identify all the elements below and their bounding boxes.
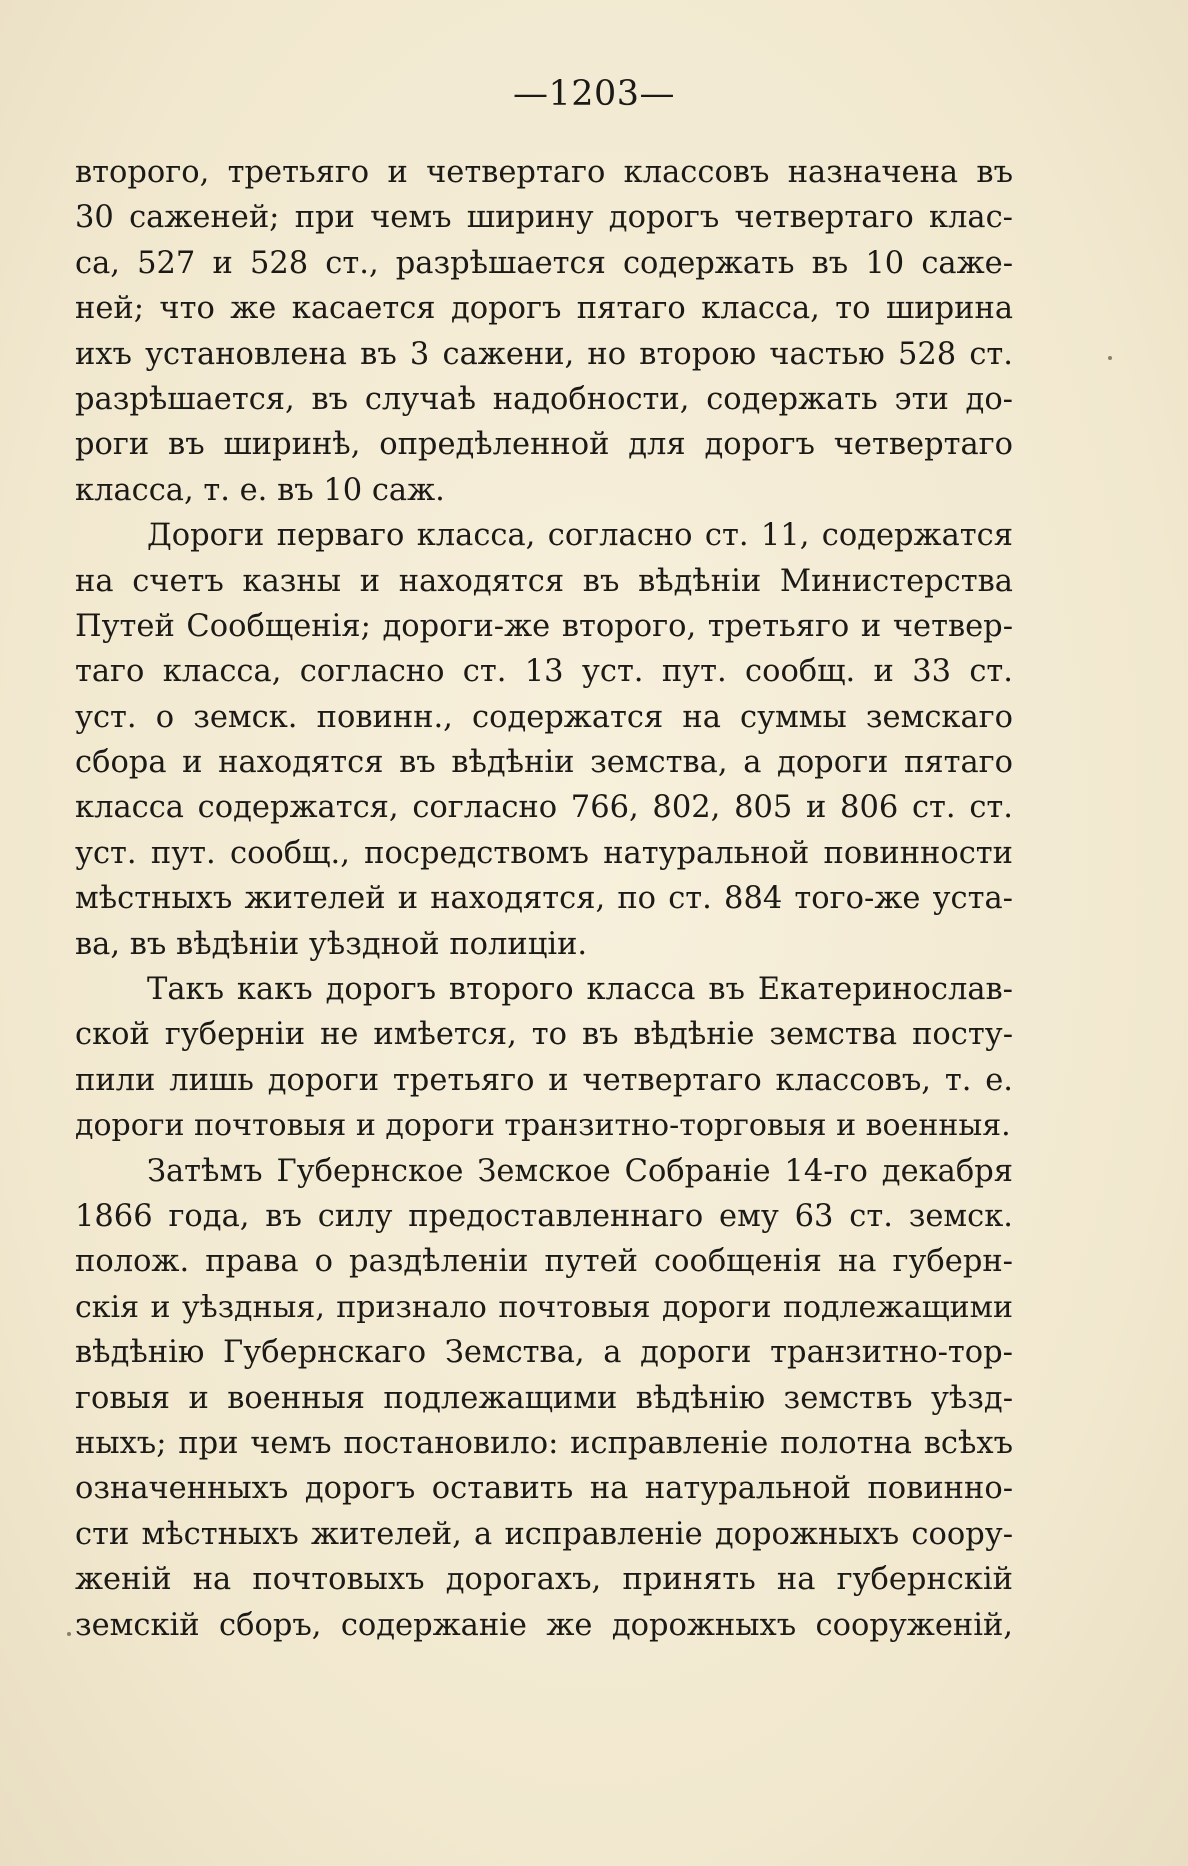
paper-speck: [67, 1632, 71, 1636]
text-line: мѣстныхъ жителей и находятся, по ст. 884 того-же уста-: [75, 881, 1013, 917]
text-line: дороги почтовыя и дороги транзитно-торговыя и военныя.: [75, 1108, 1011, 1144]
text-line: ва, въ вѣдѣніи уѣздной полиціи.: [75, 926, 588, 962]
text-line: сти мѣстныхъ жителей, а исправленіе дорожныхъ соору-: [75, 1516, 1013, 1552]
text-line: роги въ ширинѣ, опредѣленной для дорогъ четвертаго: [75, 427, 1013, 463]
text-line: Затѣмъ Губернское Земское Собраніе 14-го декабря: [147, 1153, 1013, 1189]
text-line: класса, т. е. въ 10 саж.: [75, 472, 445, 508]
text-line: 1866 года, въ силу предоставленнаго ему 63 ст. земск.: [75, 1198, 1013, 1234]
page-number: —1203—: [512, 74, 676, 114]
text-line: уст. о земск. повинн., содержатся на суммы земскаго: [75, 699, 1013, 735]
text-line: ныхъ; при чемъ постановило: исправленіе полотна всѣхъ: [75, 1425, 1013, 1461]
text-line: пили лишь дороги третьяго и четвертаго классовъ, т. е.: [75, 1062, 1013, 1098]
text-line: Дороги перваго класса, согласно ст. 11, содержатся: [147, 518, 1013, 554]
text-line: Такъ какъ дорогъ второго класса въ Екатеринослав-: [147, 972, 1013, 1008]
paper-speck: [1108, 356, 1112, 360]
text-line: скія и уѣздныя, признало почтовыя дороги подлежащими: [75, 1289, 1013, 1325]
text-line: 30 саженей; при чемъ ширину дорогъ четвертаго клас-: [75, 200, 1013, 236]
text-line: означенныхъ дорогъ оставить на натуральной повинно-: [75, 1471, 1013, 1507]
text-line: са, 527 и 528 ст., разрѣшается содержать въ 10 саже-: [75, 245, 1013, 281]
text-line: полож. права о раздѣленіи путей сообщенія на губерн-: [75, 1244, 1013, 1280]
text-line: класса содержатся, согласно 766, 802, 805 и 806 ст. ст.: [75, 790, 1013, 826]
text-line: на счетъ казны и находятся въ вѣдѣніи Министерства: [75, 563, 1013, 599]
body-text: [75, 150, 1013, 1648]
text-line: уст. пут. сообщ., посредствомъ натуральной повинности: [75, 835, 1013, 871]
text-line: женій на почтовыхъ дорогахъ, принять на губернскій: [75, 1562, 1013, 1598]
text-line: таго класса, согласно ст. 13 уст. пут. сообщ. и 33 ст.: [75, 654, 1013, 690]
text-line: ской губерніи не имѣется, то въ вѣдѣніе земства посту-: [75, 1017, 1013, 1053]
text-line: второго, третьяго и четвертаго классовъ назначена въ: [75, 155, 1013, 190]
text-line: Путей Сообщенія; дороги-же второго, третьяго и четвер-: [75, 608, 1013, 644]
text-line: вѣдѣнію Губернскаго Земства, а дороги транзитно-тор-: [75, 1335, 1013, 1371]
text-line: земскій сборъ, содержаніе же дорожныхъ сооруженій,: [75, 1607, 1013, 1643]
text-line: разрѣшается, въ случаѣ надобности, содержать эти до-: [75, 381, 1013, 417]
text-line: ней; что же касается дорогъ пятаго класса, то ширина: [75, 291, 1013, 327]
text-line: говыя и военныя подлежащими вѣдѣнію земствъ уѣзд-: [75, 1380, 1013, 1416]
text-line: ихъ установлена въ 3 сажени, но второю частью 528 ст.: [75, 336, 1013, 372]
text-line: сбора и находятся въ вѣдѣніи земства, а дороги пятаго: [75, 745, 1013, 781]
